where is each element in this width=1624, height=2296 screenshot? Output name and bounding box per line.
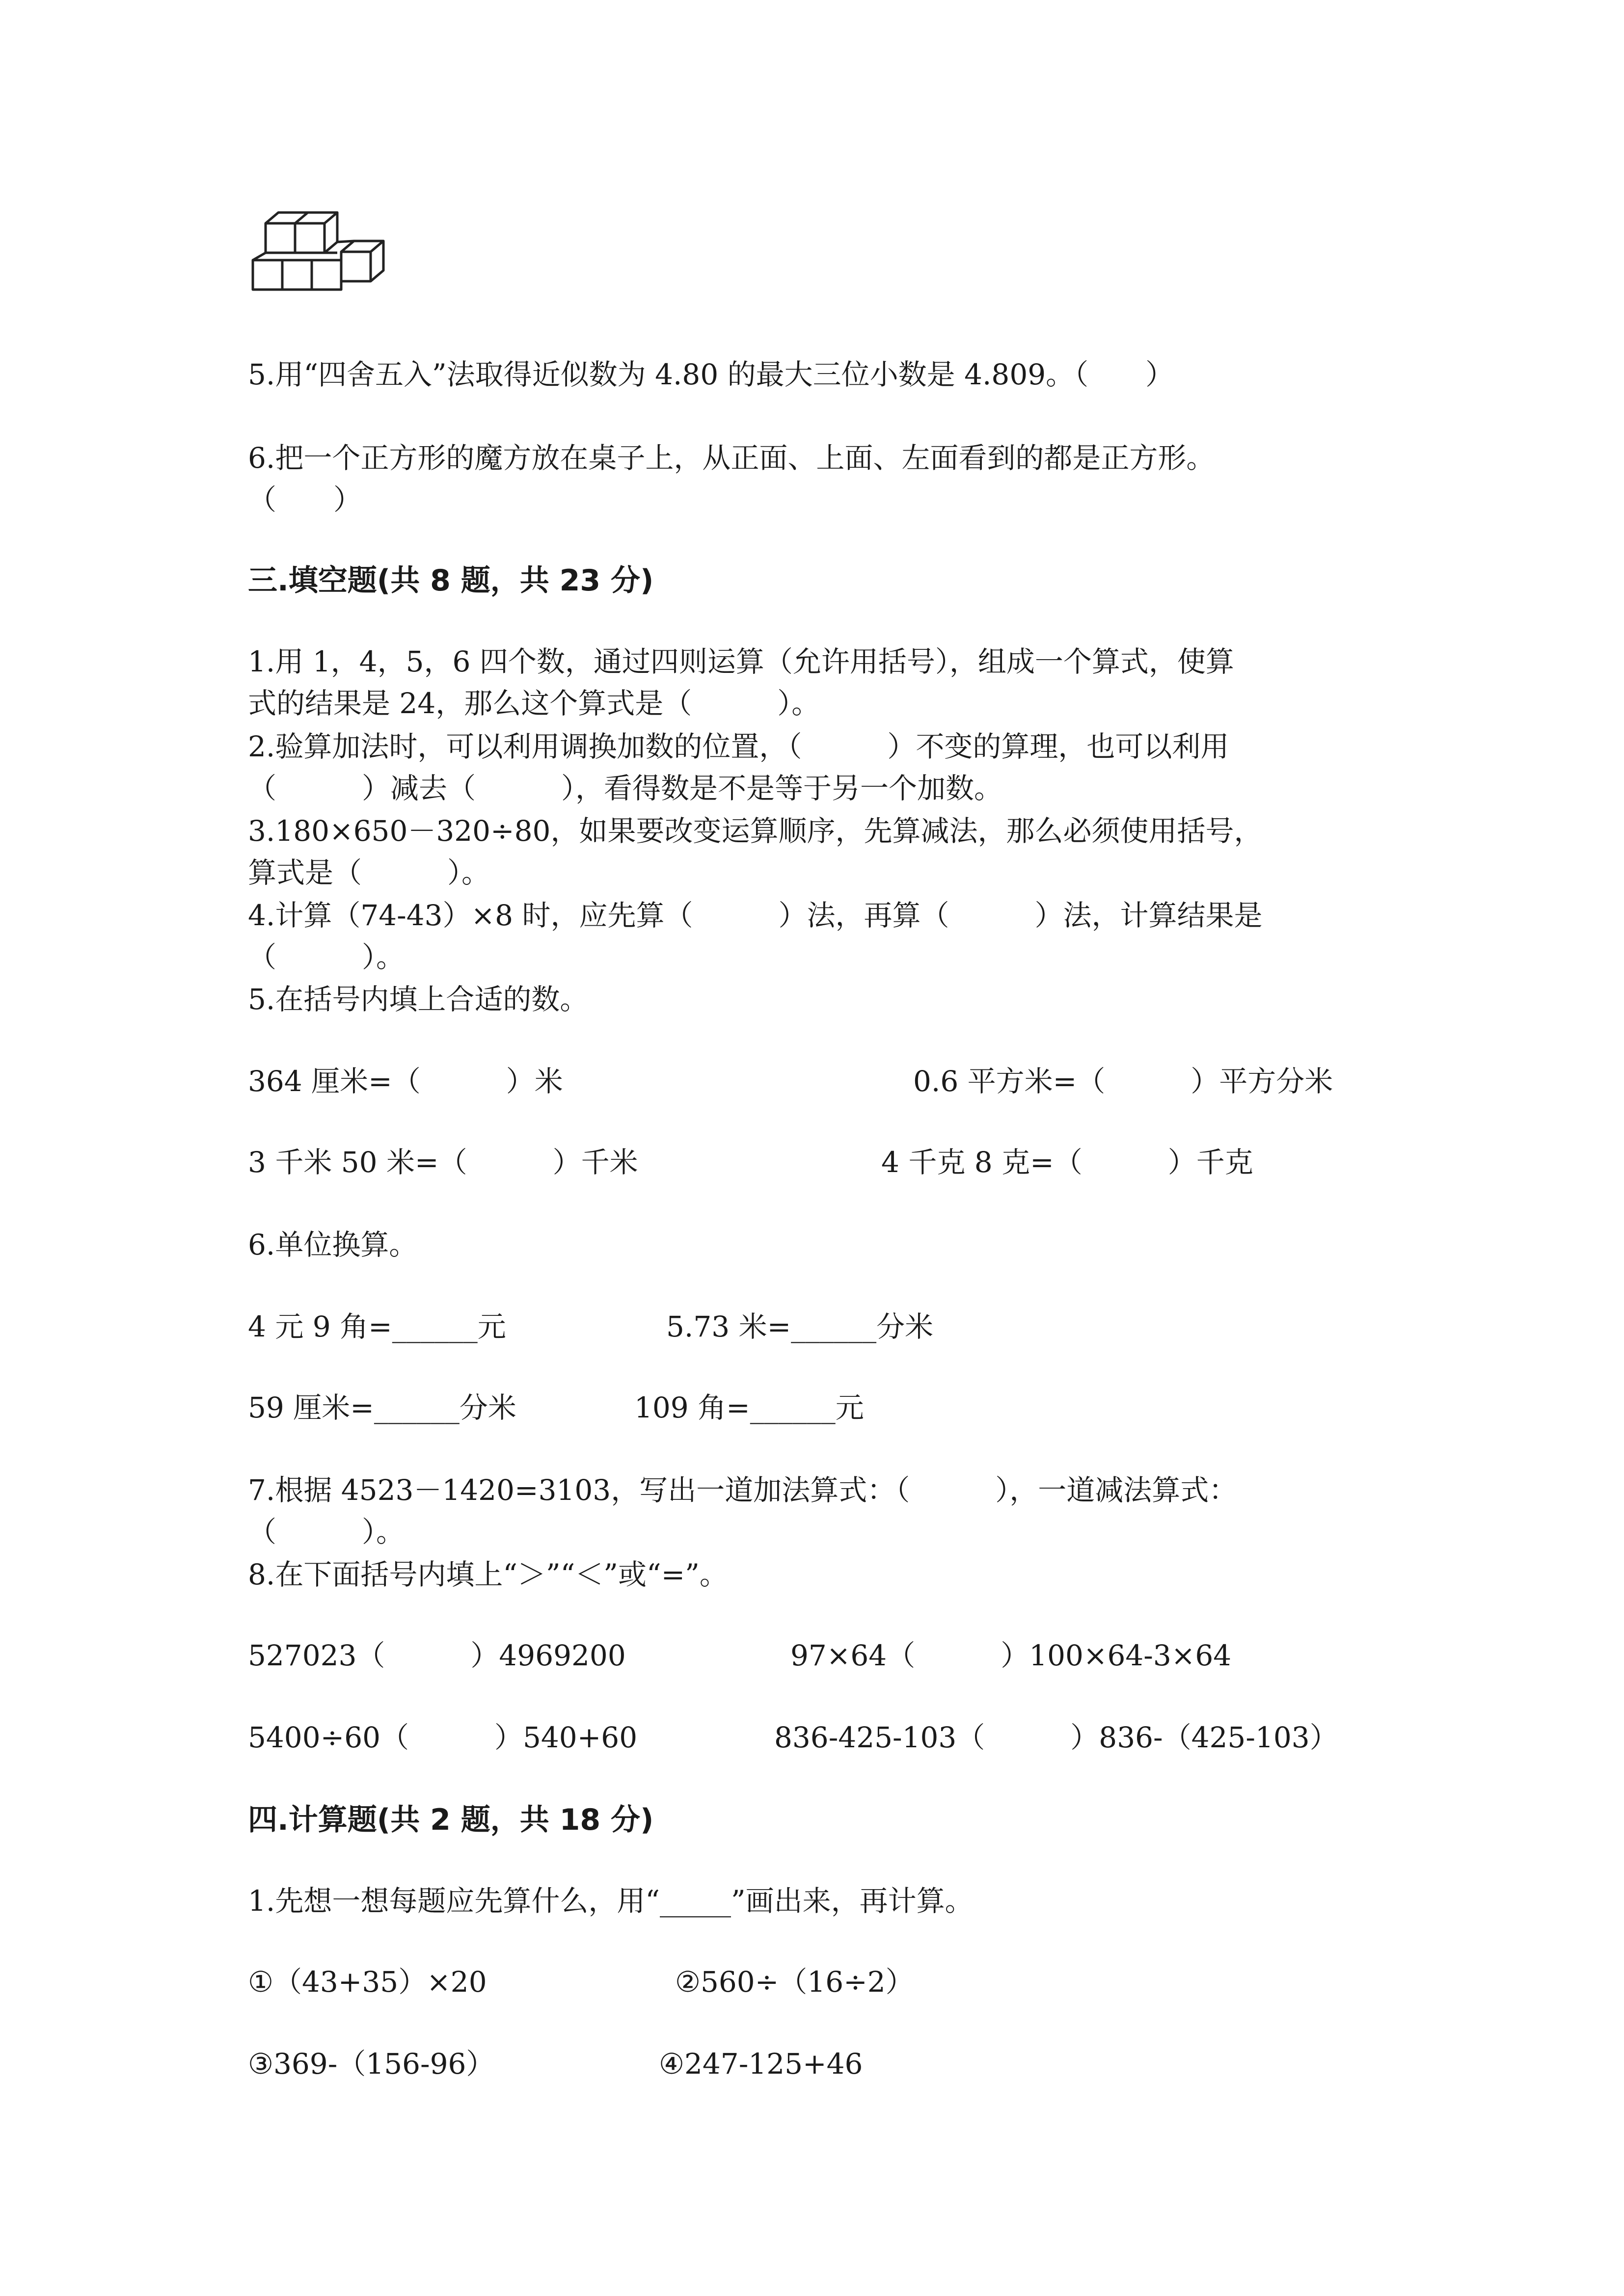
fill-question-8: 8.在下面括号内填上“＞”“＜”或“=”。 — [248, 1558, 728, 1591]
judgment-question-6-blank: （ ） — [248, 483, 362, 516]
fill-question-7: 7.根据 4523－1420=3103，写出一道加法算式：（ ），一道减法算式： — [248, 1473, 1238, 1507]
fill-question-4-cont: （ ）。 — [248, 940, 405, 974]
calc-question-1a: ①（43+35）×20 — [248, 1965, 487, 1999]
fill-question-5b: 0.6 平方米=（ ）平方分米 — [913, 1065, 1333, 1098]
fill-question-3-cont: 算式是（ ）。 — [248, 856, 490, 889]
calc-question-1: 1.先想一想每题应先算什么，用“_____”画出来，再计算。 — [248, 1884, 974, 1918]
fill-question-5a: 364 厘米=（ ）米 — [248, 1065, 563, 1098]
fill-question-8a: 527023（ ）4969200 — [248, 1639, 626, 1672]
fill-question-6a: 4 元 9 角=______元 — [248, 1310, 506, 1343]
fill-question-5c: 3 千米 50 米=（ ）千米 — [248, 1146, 638, 1179]
cube-stack-figure — [248, 209, 415, 307]
section-3-title: 三.填空题(共 8 题，共 23 分) — [248, 563, 654, 598]
judgment-question-5: 5.用“四舍五入”法取得近似数为 4.80 的最大三位小数是 4.809。（ ） — [248, 358, 1174, 391]
fill-question-1: 1.用 1，4，5，6 四个数，通过四则运算（允许用括号），组成一个算式，使算 — [248, 645, 1234, 678]
calc-question-1b: ②560÷（16÷2） — [675, 1965, 914, 1999]
fill-question-2: 2.验算加法时，可以利用调换加数的位置，（ ）不变的算理，也可以利用 — [248, 730, 1229, 763]
fill-question-5d: 4 千克 8 克=（ ）千克 — [881, 1146, 1253, 1179]
fill-question-8d: 836-425-103（ ）836-（425-103） — [774, 1721, 1338, 1754]
fill-question-3: 3.180×650－320÷80，如果要改变运算顺序，先算减法，那么必须使用括号， — [248, 814, 1263, 848]
fill-question-6d: 109 角=______元 — [634, 1391, 864, 1424]
calc-question-1c: ③369-（156-96） — [248, 2047, 495, 2081]
fill-question-7-cont: （ ）。 — [248, 1515, 405, 1548]
section-4-title: 四.计算题(共 2 题，共 18 分) — [248, 1803, 654, 1837]
fill-question-6c: 59 厘米=______分米 — [248, 1391, 516, 1424]
fill-question-5: 5.在括号内填上合适的数。 — [248, 983, 589, 1016]
fill-question-6b: 5.73 米=______分米 — [666, 1310, 934, 1343]
fill-question-2-cont: （ ）减去（ ），看得数是不是等于另一个加数。 — [248, 772, 1003, 805]
calc-question-1d: ④247-125+46 — [659, 2047, 863, 2081]
fill-question-1-cont: 式的结果是 24，那么这个算式是（ ）。 — [248, 687, 820, 720]
fill-question-8c: 5400÷60（ ）540+60 — [248, 1721, 638, 1754]
judgment-question-6: 6.把一个正方形的魔方放在桌子上，从正面、上面、左面看到的都是正方形。 — [248, 441, 1215, 475]
fill-question-4: 4.计算（74-43）×8 时，应先算（ ）法，再算（ ）法，计算结果是 — [248, 899, 1263, 932]
fill-question-6: 6.单位换算。 — [248, 1228, 418, 1261]
fill-question-8b: 97×64（ ）100×64-3×64 — [790, 1639, 1232, 1672]
